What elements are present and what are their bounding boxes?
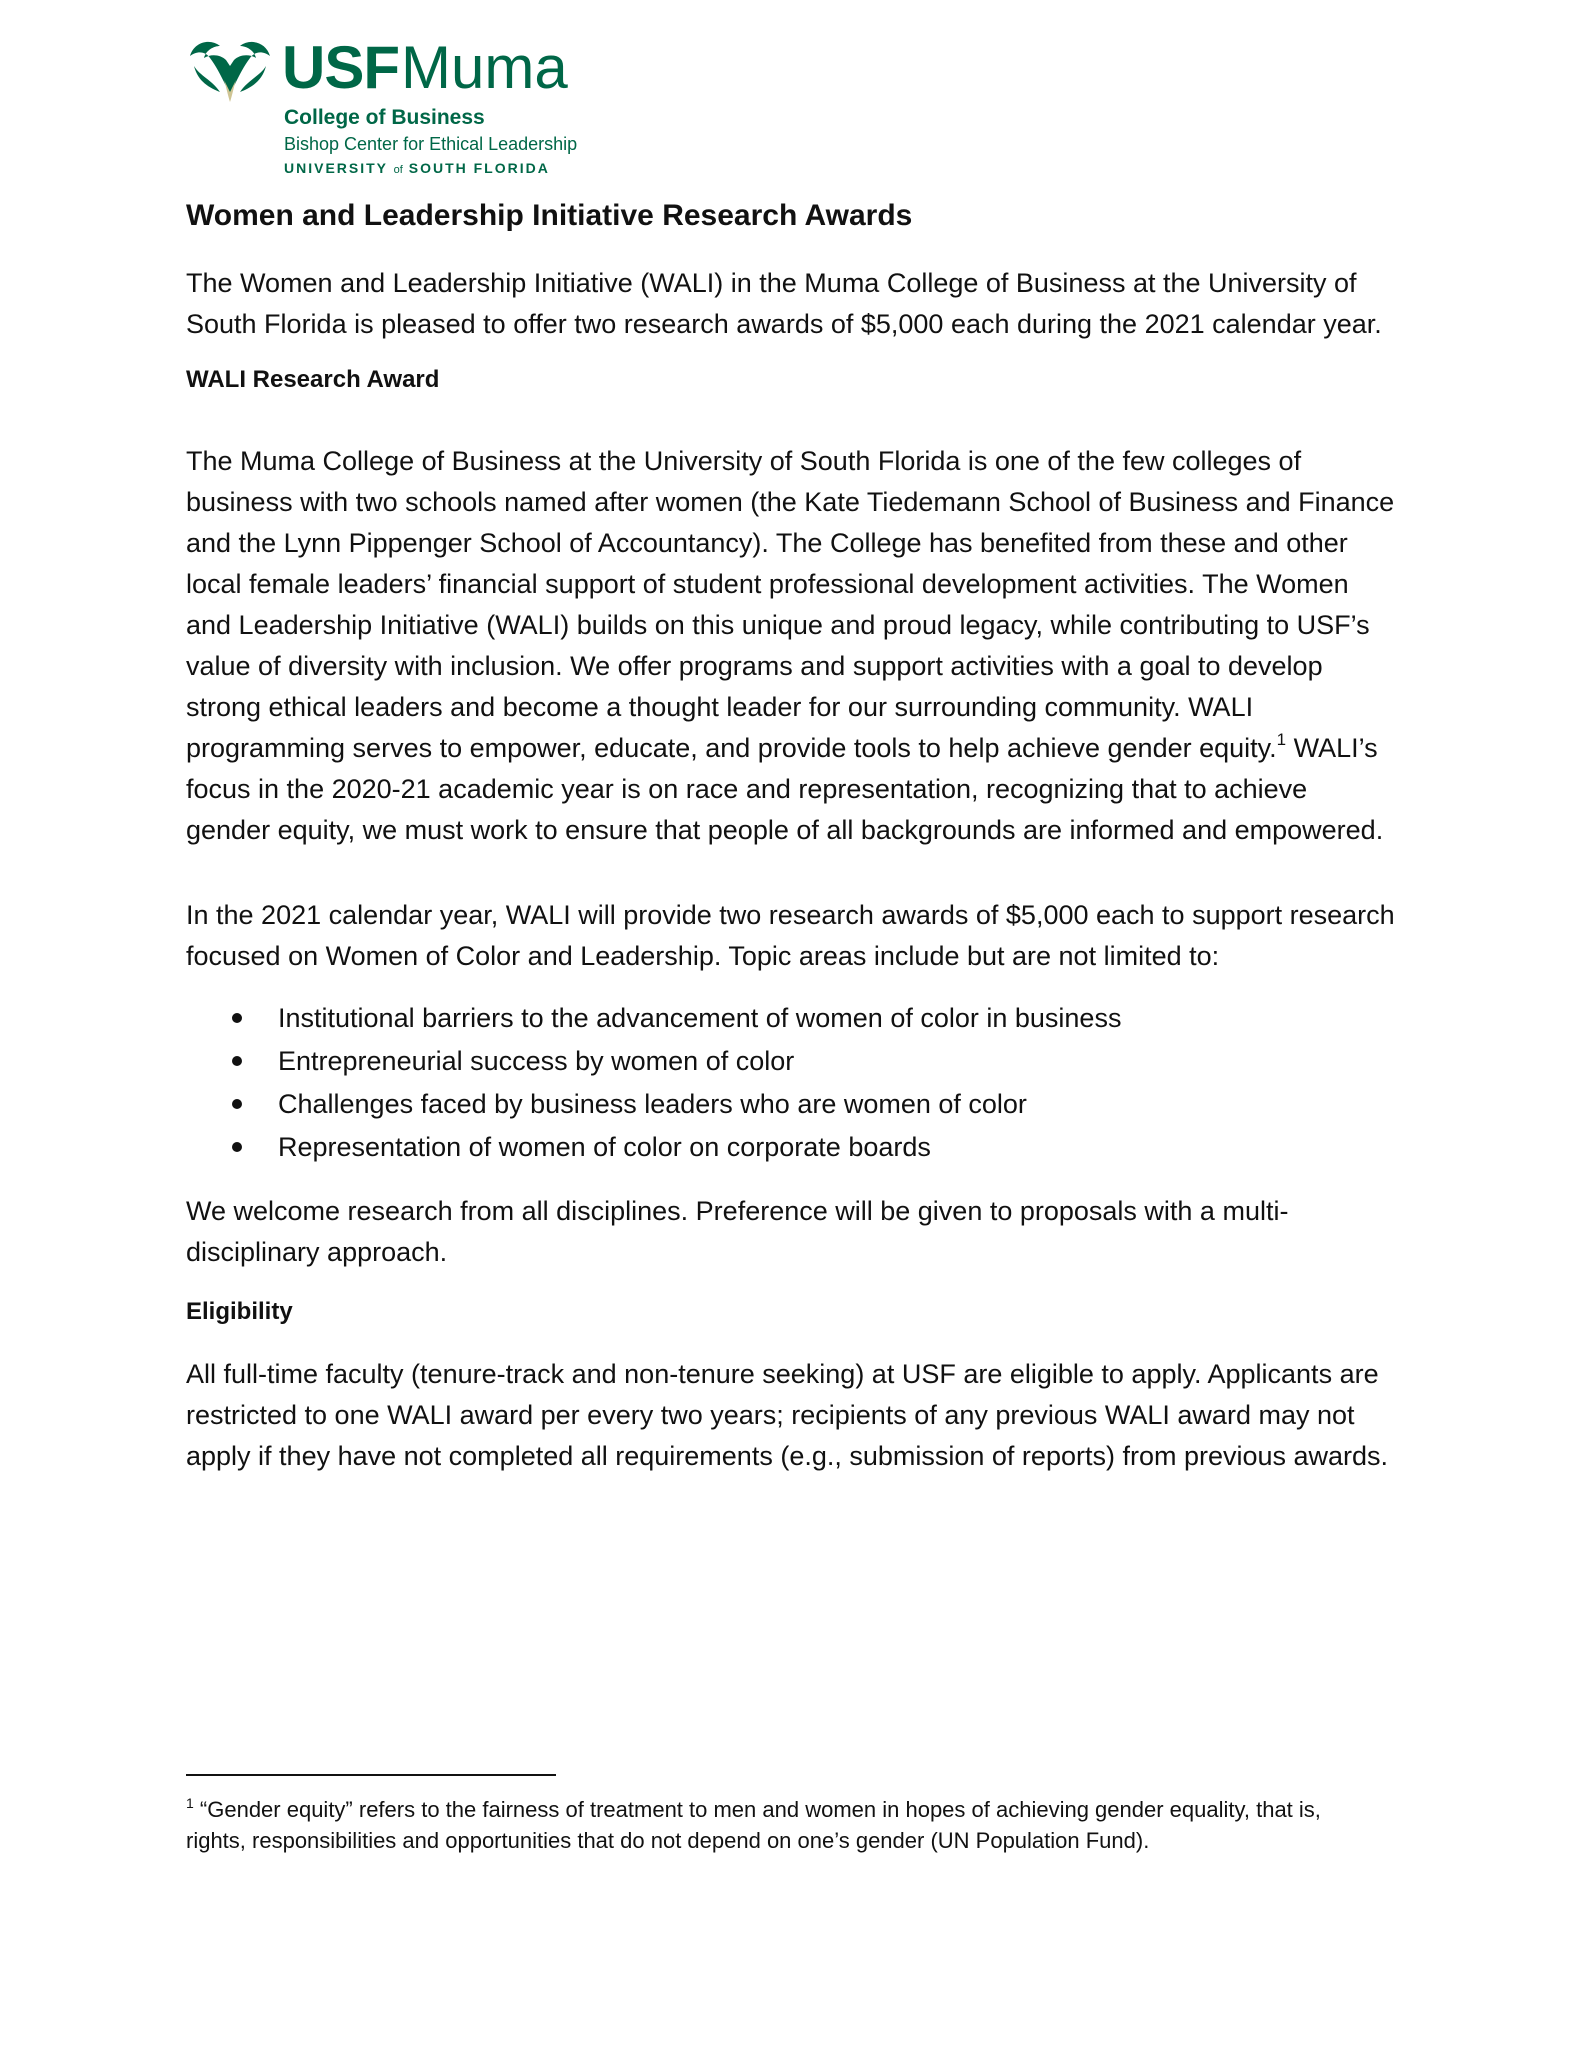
list-item — [186, 1083, 1396, 1126]
eligibility-paragraph: All full-time faculty (tenure-track and non-tenure seeking) at USF are eligible to apply. Applicants are restricted to one WALI award per every two years; recipients of any previous WALI award may not apply if they have not completed all requirements (e.g., submission of reports) from previous awards. — [186, 1359, 1389, 1472]
logo-muma-text: Muma — [401, 34, 568, 101]
topics-list — [186, 997, 1396, 1169]
eligibility-heading: Eligibility — [186, 1297, 293, 1325]
disciplines-paragraph: We welcome research from all disciplines. Preference will be given to proposals with a multi-disciplinary approach. — [186, 1195, 1289, 1267]
list-item — [186, 1126, 1396, 1169]
topics-intro-paragraph: In the 2021 calendar year, WALI will provide two research awards of $5,000 each to support research focused on Women of Color and Leadership. Topic areas include but are not limited to: — [186, 899, 1395, 971]
logo-wordmark — [282, 34, 568, 101]
usf-muma-logo — [186, 36, 586, 186]
page-title: Women and Leadership Initiative Research Awards — [186, 199, 913, 232]
footnote-text: “Gender equity” refers to the fairness of treatment to men and women in hopes of achieving gender equality, that is, rights, responsibilities and opportunities that do not depend on one’s gender (UN Population Fund). — [186, 1797, 1321, 1853]
award-paragraph-text: The Muma College of Business at the University of South Florida is one of the few colleges of business with two schools named after women (the Kate Tiedemann School of Business and Finance and the Lynn Pippenger School of Accountancy). The College has benefited from these and other local female leaders’ financial support of student professional development activities. The Women and Leadership Initiative (WALI) builds on this unique and proud legacy, while contributing to USF’s value of diversity with inclusion. We offer programs and support activities with a goal to develop strong ethical leaders and become a thought leader for our surrounding community. WALI programming serves to empower, educate, and provide tools to help achieve gender equity. — [186, 445, 1395, 763]
footnote-marker: 1 — [186, 1795, 194, 1811]
footnote-reference[interactable]: 1 — [1276, 729, 1287, 749]
list-item — [186, 1040, 1396, 1083]
award-paragraph-text-continued: WALI’s focus in the 2020-21 academic year is on race and representation, recognizing that to achieve gender equity, we must work to ensure that people of all backgrounds are informed and empowered. — [186, 732, 1384, 845]
bullet-icon — [232, 1013, 242, 1023]
award-paragraph — [186, 441, 1396, 851]
intro-paragraph: The Women and Leadership Initiative (WALI) in the Muma College of Business at the University of South Florida is pleased to offer two research awards of $5,000 each during the 2021 calendar year. — [186, 268, 1382, 339]
logo-university-text — [284, 160, 550, 176]
list-item — [186, 997, 1396, 1040]
logo-university-of: of — [393, 164, 403, 176]
bullet-icon — [232, 1056, 242, 1066]
topic-text: Challenges faced by business leaders who are women of color — [278, 1088, 1027, 1119]
topic-text: Institutional barriers to the advancement of women of color in business — [278, 1002, 1122, 1033]
topic-text: Entrepreneurial success by women of color — [278, 1045, 795, 1076]
award-heading: WALI Research Award — [186, 366, 440, 393]
bull-horns-icon — [186, 36, 276, 106]
logo-usf-text: USF — [282, 34, 399, 101]
footnote — [186, 1794, 1386, 1856]
document-body — [186, 196, 1396, 1495]
bullet-icon — [232, 1142, 242, 1152]
logo-college-text: College of Business — [284, 106, 485, 129]
logo-center-text: Bishop Center for Ethical Leadership — [284, 134, 578, 154]
logo-university-prefix: UNIVERSITY — [284, 160, 388, 176]
bullet-icon — [232, 1099, 242, 1109]
topic-text: Representation of women of color on corporate boards — [278, 1131, 931, 1162]
logo-university-suffix: SOUTH FLORIDA — [408, 160, 550, 176]
footnote-divider — [186, 1774, 556, 1776]
